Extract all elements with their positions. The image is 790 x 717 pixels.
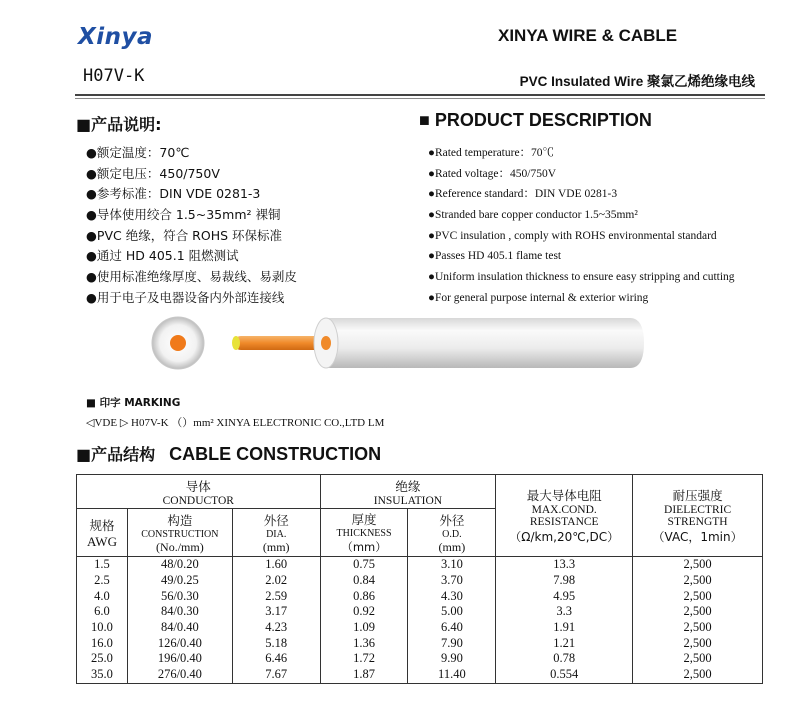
cell-construction: 276/0.40 xyxy=(127,667,232,683)
cell-construction: 84/0.40 xyxy=(127,620,232,636)
feature-item: ●PVC 绝缘，符合 ROHS 环保标准 xyxy=(86,227,283,243)
cell-dielectric: 2,500 xyxy=(633,667,763,683)
cell-od: 5.00 xyxy=(408,604,496,620)
company-name: XINYA WIRE & CABLE xyxy=(498,26,678,45)
table-row xyxy=(77,557,763,573)
construction-title-en: CABLE CONSTRUCTION xyxy=(169,444,382,464)
cell-thickness: 1.72 xyxy=(320,651,408,667)
cell-dielectric: 2,500 xyxy=(633,620,763,636)
feature-item: ●For general purpose internal & exterior wiring xyxy=(428,291,649,304)
exposed-conductor xyxy=(234,336,326,350)
cell-resistance: 13.3 xyxy=(496,557,633,573)
cell-thickness: 1.09 xyxy=(320,620,408,636)
header-divider xyxy=(75,94,765,96)
cell-thickness: 1.87 xyxy=(320,667,408,683)
cell-gauge: 1.5 xyxy=(77,557,128,573)
cell-thickness: 0.92 xyxy=(320,604,408,620)
cell-gauge: 4.0 xyxy=(77,588,128,604)
cell-dia: 2.59 xyxy=(232,588,320,604)
construction-title-cn: ■产品结构 xyxy=(76,445,156,464)
header-resistance: 最大导体电阻 MAX.COND. RESISTANCE （Ω/km,20℃,DC） xyxy=(496,475,633,557)
header-thickness: 厚度 THICKNESS （mm） xyxy=(320,509,408,557)
feature-item: ●Stranded bare copper conductor 1.5~35mm² xyxy=(428,209,638,222)
cell-dia: 4.23 xyxy=(232,620,320,636)
cell-od: 11.40 xyxy=(408,667,496,683)
feature-item: ●Rated voltage：450/750V xyxy=(428,167,556,180)
feature-list-en xyxy=(428,143,735,309)
cell-thickness: 0.86 xyxy=(320,588,408,604)
cell-dielectric: 2,500 xyxy=(633,557,763,573)
feature-item: ●Passes HD 405.1 flame test xyxy=(428,250,562,263)
brand-logo: Xinya xyxy=(78,24,154,50)
feature-item: ●Reference standard：DIN VDE 0281-3 xyxy=(428,188,618,201)
construction-title xyxy=(76,442,381,465)
cell-thickness: 0.75 xyxy=(320,557,408,573)
cell-dia: 1.60 xyxy=(232,557,320,573)
cell-resistance: 7.98 xyxy=(496,573,633,589)
cell-dia: 6.46 xyxy=(232,651,320,667)
cell-gauge: 10.0 xyxy=(77,620,128,636)
section-title-en: ■ PRODUCT DESCRIPTION xyxy=(419,110,652,130)
cell-resistance: 1.91 xyxy=(496,620,633,636)
cell-resistance: 1.21 xyxy=(496,635,633,651)
header-dielectric: 耐压强度 DIELECTRIC STRENGTH （VAC，1min） xyxy=(633,475,763,557)
feature-list-cn xyxy=(86,143,297,309)
cell-thickness: 0.84 xyxy=(320,573,408,589)
product-subtitle: PVC Insulated Wire 聚氯乙烯绝缘电线 xyxy=(519,74,755,89)
cell-dielectric: 2,500 xyxy=(633,604,763,620)
table-row xyxy=(77,620,763,636)
header-gauge: 规格 AWG xyxy=(77,509,128,557)
table-row xyxy=(77,604,763,620)
feature-item: ●Uniform insulation thickness to ensure easy stripping and cutting xyxy=(428,271,735,284)
feature-item: ●PVC insulation , comply with ROHS environmental standard xyxy=(428,229,717,242)
header-conductor: 导体 CONDUCTOR xyxy=(77,475,321,509)
cell-construction: 126/0.40 xyxy=(127,635,232,651)
cell-od: 9.90 xyxy=(408,651,496,667)
table-row xyxy=(77,588,763,604)
cell-dielectric: 2,500 xyxy=(633,635,763,651)
cable-illustration xyxy=(150,312,650,378)
feature-item: ●导体使用绞合 1.5~35mm² 裸铜 xyxy=(86,207,281,223)
cell-gauge: 2.5 xyxy=(77,573,128,589)
model-code: H07V-K xyxy=(83,66,145,86)
cell-construction: 84/0.30 xyxy=(127,604,232,620)
cell-gauge: 35.0 xyxy=(77,667,128,683)
cell-od: 3.70 xyxy=(408,573,496,589)
section-title-cn: ■产品说明: xyxy=(76,115,162,134)
cell-construction: 49/0.25 xyxy=(127,573,232,589)
insulation-body xyxy=(326,318,644,368)
cell-construction: 196/0.40 xyxy=(127,651,232,667)
header-insulation: 绝缘 INSULATION xyxy=(320,475,496,509)
cell-resistance: 4.95 xyxy=(496,588,633,604)
feature-item: ●使用标准绝缘厚度、易裁线、易剥皮 xyxy=(86,269,297,285)
table-row xyxy=(77,573,763,589)
feature-item: ●参考标准：DIN VDE 0281-3 xyxy=(86,186,261,202)
cable-construction-table xyxy=(76,474,763,684)
feature-item: ●额定电压：450/750V xyxy=(86,165,220,181)
cell-gauge: 6.0 xyxy=(77,604,128,620)
cell-gauge: 25.0 xyxy=(77,651,128,667)
cell-od: 4.30 xyxy=(408,588,496,604)
cell-construction: 48/0.20 xyxy=(127,557,232,573)
marking-text: ◁VDE ▷ H07V-K （）mm² XINYA ELECTRONIC CO.,LTD LM xyxy=(86,417,385,429)
header-divider-thin xyxy=(75,98,765,99)
cell-od: 7.90 xyxy=(408,635,496,651)
table-row xyxy=(77,635,763,651)
header-od: 外径 O.D. (mm) xyxy=(408,509,496,557)
cell-dia: 2.02 xyxy=(232,573,320,589)
feature-item: ●用于电子及电器设备内外部连接线 xyxy=(86,289,285,305)
cell-resistance: 0.554 xyxy=(496,667,633,683)
table-row xyxy=(77,667,763,683)
cell-dielectric: 2,500 xyxy=(633,573,763,589)
conductor-cross-section xyxy=(170,335,186,351)
cell-dielectric: 2,500 xyxy=(633,588,763,604)
feature-item: ●Rated temperature：70℃ xyxy=(428,147,555,159)
feature-item: ●额定温度：70℃ xyxy=(86,145,190,160)
cell-gauge: 16.0 xyxy=(77,635,128,651)
cell-dielectric: 2,500 xyxy=(633,651,763,667)
marking-title: ■ 印字 MARKING xyxy=(86,397,181,409)
cell-resistance: 3.3 xyxy=(496,604,633,620)
cell-od: 3.10 xyxy=(408,557,496,573)
cell-dia: 3.17 xyxy=(232,604,320,620)
header-dia: 外径 DIA. (mm) xyxy=(232,509,320,557)
feature-item: ●通过 HD 405.1 阻燃测试 xyxy=(86,248,239,264)
cell-dia: 5.18 xyxy=(232,635,320,651)
header-construction: 构造 CONSTRUCTION (No./mm) xyxy=(127,509,232,557)
cell-resistance: 0.78 xyxy=(496,651,633,667)
cell-od: 6.40 xyxy=(408,620,496,636)
cell-dia: 7.67 xyxy=(232,667,320,683)
table-row xyxy=(77,651,763,667)
cell-construction: 56/0.30 xyxy=(127,588,232,604)
cell-thickness: 1.36 xyxy=(320,635,408,651)
